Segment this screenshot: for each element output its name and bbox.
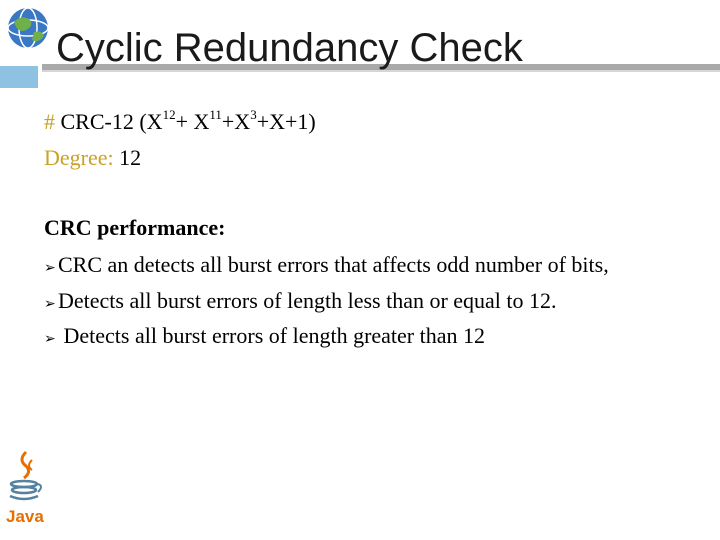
performance-point	[44, 287, 557, 318]
poly-plus-1: + X	[175, 109, 210, 134]
exponent-12: 12	[162, 106, 176, 122]
crc-name: CRC-12 (X	[60, 109, 163, 134]
point-text: Detects all burst errors of length greater than 12	[58, 323, 486, 348]
performance-point	[44, 322, 485, 353]
point-text: CRC an detects all burst errors that affects odd number of bits,	[58, 252, 609, 277]
polynomial-line	[44, 108, 316, 136]
exponent-11: 11	[209, 106, 222, 122]
java-logo-text: Java	[6, 507, 44, 526]
java-logo-icon	[4, 450, 46, 528]
point-text: Detects all burst errors of length less than or equal to 12.	[58, 288, 557, 313]
arrow-bullet-icon: ➢	[44, 331, 56, 347]
performance-heading: CRC performance:	[44, 215, 226, 240]
degree-label: Degree:	[44, 145, 114, 170]
arrow-bullet-icon: ➢	[44, 296, 56, 312]
hash-bullet: #	[44, 109, 55, 134]
slide-title: Cyclic Redundancy Check	[56, 26, 523, 70]
poly-tail: +X+1)	[256, 109, 316, 134]
arrow-bullet-icon: ➢	[44, 260, 56, 276]
degree-line	[44, 144, 141, 172]
performance-point	[44, 251, 609, 282]
globe-logo-icon	[4, 4, 54, 52]
exponent-3: 3	[250, 106, 257, 122]
degree-value: 12	[119, 145, 142, 170]
accent-bar	[0, 66, 38, 88]
poly-plus-2: +X	[221, 109, 251, 134]
